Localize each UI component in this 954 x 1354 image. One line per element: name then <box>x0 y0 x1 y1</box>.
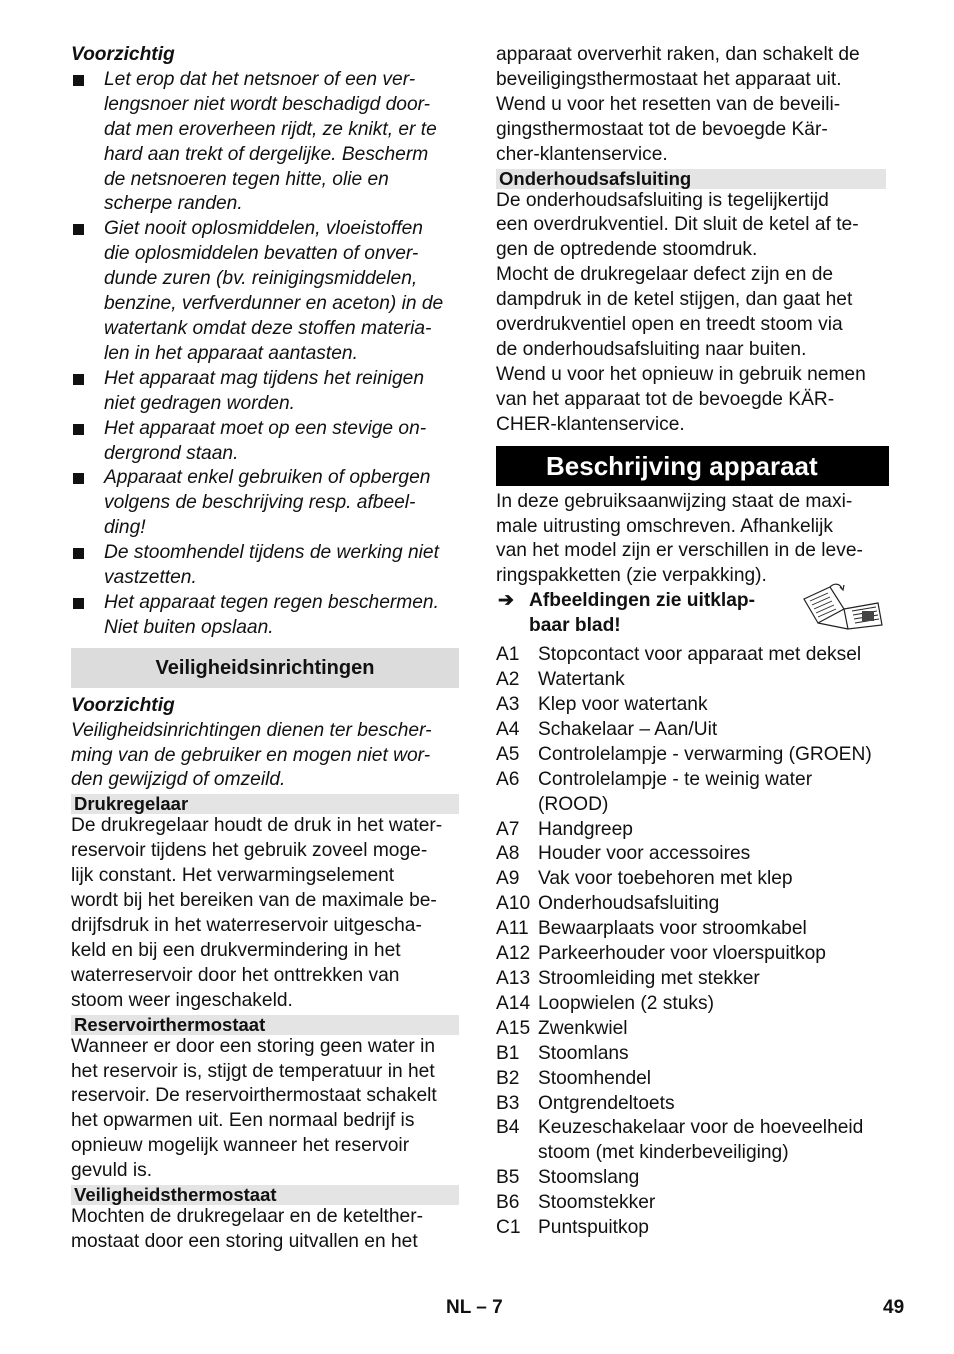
part-code: A4 <box>496 718 520 740</box>
part-item <box>496 718 886 743</box>
foldout-reference <box>496 589 886 641</box>
text-line: Wanneer er door een storing geen water in <box>71 1035 436 1057</box>
text-line: dampdruk in de ketel stijgen, dan gaat het <box>496 289 853 311</box>
text-line: baar blad! <box>529 615 621 637</box>
part-item <box>496 992 886 1017</box>
text-line: den gewijzigd of omzeild. <box>71 769 286 791</box>
text-line: stoom weer ingeschakeld. <box>71 989 293 1011</box>
part-label: Zwenkwiel <box>538 1017 628 1039</box>
part-code: B2 <box>496 1067 520 1089</box>
part-code: A15 <box>496 1017 531 1039</box>
part-code: A7 <box>496 818 520 840</box>
part-label: Onderhoudsafsluiting <box>538 893 720 915</box>
bullet-item <box>71 541 459 591</box>
square-bullet-icon <box>73 75 84 86</box>
text-line: het reservoir is, stijgt de temperatuur in het <box>71 1060 435 1082</box>
subheading-reservoirthermostaat: Reservoirthermostaat <box>71 1015 459 1035</box>
part-code: A13 <box>496 968 531 989</box>
part-item <box>496 1191 886 1216</box>
part-code: A1 <box>496 644 520 666</box>
text-line: De stoomhendel tijdens de werking niet <box>104 542 439 564</box>
part-code: A5 <box>496 743 520 765</box>
text-line: dunde zuren (bv. reinigingsmiddelen, <box>104 268 418 290</box>
part-code: B5 <box>496 1167 520 1189</box>
bullet-item <box>71 68 459 217</box>
text-line: de netsnoeren tegen hitte, olie en <box>104 168 389 190</box>
text-line: van het apparaat tot de bevoegde KÄR- <box>496 388 835 410</box>
part-label: Keuzeschakelaar voor de hoeveelheid stoom (met kinderbeveiliging) <box>538 1117 864 1164</box>
text-line: mostaat door een storing uitvallen en het <box>71 1230 418 1252</box>
text-line: CHER-klantenservice. <box>496 413 685 435</box>
part-label: Stoomslang <box>538 1167 640 1189</box>
text-line: Het apparaat mag tijdens het reinigen <box>104 367 424 389</box>
part-label: Watertank <box>538 669 625 691</box>
right-column <box>496 43 886 1241</box>
part-label: Handgreep <box>538 818 633 840</box>
part-code: A12 <box>496 943 531 965</box>
subheading-drukregelaar: Drukregelaar <box>71 794 459 814</box>
intro-text <box>496 490 886 590</box>
text-line: Let erop dat het netsnoer of een ver- <box>104 68 416 90</box>
text-line: Giet nooit oplosmiddelen, vloeistoffen <box>104 218 423 240</box>
part-label: Ontgrendeltoets <box>538 1092 675 1114</box>
text-line: reservoir. De reservoirthermostaat schakelt <box>71 1085 437 1107</box>
caution-title: Voorzichtig <box>71 694 175 716</box>
left-column <box>71 43 459 1255</box>
text-line: scherpe randen. <box>104 193 243 215</box>
part-label: Stoomlans <box>538 1042 629 1064</box>
text-line: die oplosmiddelen bevatten of onver- <box>104 243 419 265</box>
part-item <box>496 1092 886 1117</box>
part-item <box>496 942 886 967</box>
bullet-item <box>71 591 459 641</box>
text-line: cher-klantenservice. <box>496 143 668 165</box>
continued-text <box>496 43 886 168</box>
text-line: Wend u voor het resetten van de beveili- <box>496 93 841 115</box>
part-label: Stopcontact voor apparaat met deksel <box>538 644 862 666</box>
drukregelaar-text <box>71 814 459 1013</box>
text-line: beveiligingsthermostaat het apparaat uit. <box>496 68 842 90</box>
text-line: ming van de gebruiker en mogen niet wor- <box>71 744 431 766</box>
square-bullet-icon <box>73 374 84 385</box>
text-line: De onderhoudsafsluiting is tegelijkertijd <box>496 189 829 211</box>
text-line: keld en bij een drukvermindering in het <box>71 939 401 961</box>
square-bullet-icon <box>73 473 84 484</box>
text-line: dat men eroverheen rijdt, ze knikt, er te <box>104 118 437 140</box>
text-line: Veiligheidsinrichtingen dienen ter bescher- <box>71 719 432 741</box>
caution-bullet-list <box>71 68 459 641</box>
text-line: het opwarmen uit. Een normaal bedrijf is <box>71 1110 415 1132</box>
part-code: B6 <box>496 1192 520 1214</box>
part-item <box>496 917 886 942</box>
part-label: Stoomstekker <box>538 1192 656 1214</box>
text-line: ding! <box>104 517 146 539</box>
text-line: Mochten de drukregelaar en de ketelther- <box>71 1206 423 1228</box>
part-label: Controlelampje - te weinig water (ROOD) <box>538 768 813 815</box>
reservoirthermostaat-text <box>71 1035 459 1184</box>
part-code: B1 <box>496 1042 520 1064</box>
text-line: Het apparaat moet op een stevige on- <box>104 417 427 439</box>
part-label: Houder voor accessoires <box>538 843 751 865</box>
text-line: watertank omdat deze stoffen materia- <box>104 317 432 339</box>
square-bullet-icon <box>73 598 84 609</box>
part-item <box>496 768 886 818</box>
text-line: dergrond staan. <box>104 442 239 464</box>
veiligheidsthermostaat-text <box>71 1205 459 1255</box>
part-code: A6 <box>496 768 520 790</box>
part-label: Bewaarplaats voor stroomkabel <box>538 918 807 940</box>
part-item <box>496 668 886 693</box>
text-line: opnieuw mogelijk wanneer het reservoir <box>71 1135 410 1157</box>
part-label: Loopwielen (2 stuks) <box>538 992 714 1014</box>
part-item <box>496 967 886 992</box>
text-line: overdrukventiel open en treedt stoom via <box>496 314 843 336</box>
bullet-item <box>71 466 459 541</box>
text-line: een overdrukventiel. Dit sluit de ketel af te- <box>496 214 859 236</box>
part-code: B3 <box>496 1092 520 1114</box>
text-line: benzine, verfverdunner en aceton) in de <box>104 293 444 315</box>
text-line: Apparaat enkel gebruiken of opbergen <box>104 467 431 489</box>
subheading-veiligheidsthermostaat: Veiligheidsthermostaat <box>71 1185 459 1205</box>
bullet-item <box>71 367 459 417</box>
text-line: Afbeeldingen zie uitklap- <box>529 590 756 612</box>
page-label: NL – 7 <box>446 1297 503 1318</box>
subheading-onderhoudsafsluiting: Onderhoudsafsluiting <box>496 169 886 189</box>
part-item <box>496 1067 886 1092</box>
bullet-item <box>71 417 459 467</box>
part-item <box>496 1042 886 1067</box>
part-code: A11 <box>496 918 529 940</box>
part-item <box>496 867 886 892</box>
text-line: hard aan trekt of dergelijke. Bescherm <box>104 143 429 165</box>
part-label: Controlelampje - verwarming (GROEN) <box>538 743 872 765</box>
part-item <box>496 892 886 917</box>
square-bullet-icon <box>73 548 84 559</box>
part-label: Puntspuitkop <box>538 1217 649 1239</box>
part-label: Parkeerhouder voor vloerspuitkop <box>538 943 826 965</box>
part-item <box>496 1017 886 1042</box>
text-line: niet gedragen worden. <box>104 392 295 414</box>
page-number: 49 <box>883 1297 905 1318</box>
bullet-item <box>71 217 459 366</box>
text-line: van het model zijn er verschillen in de leve- <box>496 540 863 562</box>
part-code: A3 <box>496 694 520 716</box>
part-label: Stroomleiding met stekker <box>538 968 760 989</box>
part-code: A2 <box>496 669 520 691</box>
part-label: Klep voor watertank <box>538 694 708 716</box>
text-line: De drukregelaar houdt de druk in het water- <box>71 815 443 837</box>
text-line: lijk constant. Het verwarmingselement <box>71 865 395 887</box>
text-line: Het apparaat tegen regen beschermen. <box>104 591 439 613</box>
part-code: A10 <box>496 893 531 915</box>
caution-text <box>71 719 459 794</box>
text-line: lengsnoer niet wordt beschadigd door- <box>104 93 431 115</box>
part-item <box>496 693 886 718</box>
text-line: vastzetten. <box>104 567 197 589</box>
part-code: C1 <box>496 1217 521 1239</box>
text-line: Wend u voor het opnieuw in gebruik nemen <box>496 363 866 385</box>
part-item <box>496 818 886 843</box>
foldout-reference-text <box>529 589 774 639</box>
part-code: B4 <box>496 1117 520 1139</box>
text-line: gingsthermostaat tot de bevoegde Kär- <box>496 118 828 140</box>
part-item <box>496 1166 886 1191</box>
text-line: Niet buiten opslaan. <box>104 616 274 638</box>
right-arrow-icon: ➔ <box>498 590 515 612</box>
text-line: male uitrusting omschreven. Afhankelijk <box>496 515 834 537</box>
text-line: len in het apparaat aantasten. <box>104 342 358 364</box>
part-code: A9 <box>496 868 520 890</box>
parts-list <box>496 643 886 1241</box>
part-item <box>496 743 886 768</box>
part-label: Vak voor toebehoren met klep <box>538 868 793 890</box>
text-line: wordt bij het bereiken van de maximale be- <box>71 890 437 912</box>
text-line: gevuld is. <box>71 1160 153 1182</box>
caution-title: Voorzichtig <box>71 44 175 65</box>
square-bullet-icon <box>73 424 84 435</box>
part-item <box>496 1216 886 1241</box>
part-item <box>496 1116 886 1166</box>
part-item <box>496 842 886 867</box>
text-line: In deze gebruiksaanwijzing staat de maxi- <box>496 490 853 512</box>
text-line: drijfsdruk in het waterreservoir uitgescha- <box>71 915 422 936</box>
text-line: Mocht de drukregelaar defect zijn en de <box>496 264 834 286</box>
text-line: de onderhoudsafsluiting naar buiten. <box>496 338 807 360</box>
section-heading-beschrijving: Beschrijving apparaat <box>496 446 889 486</box>
text-line: ringspakketten (zie verpakking). <box>496 565 767 587</box>
text-line: apparaat oververhit raken, dan schakelt de <box>496 44 860 65</box>
part-label: Schakelaar – Aan/Uit <box>538 718 718 740</box>
square-bullet-icon <box>73 224 84 235</box>
text-line: waterreservoir door het onttrekken van <box>71 964 400 986</box>
text-line: gen de optredende stoomdruk. <box>496 239 758 261</box>
section-heading-safety: Veiligheidsinrichtingen <box>71 648 459 688</box>
text-line: reservoir tijdens het gebruik zoveel moge- <box>71 840 428 862</box>
onderhoudsafsluiting-text <box>496 189 886 438</box>
text-line: volgens de beschrijving resp. afbeel- <box>104 492 416 514</box>
part-code: A14 <box>496 992 531 1014</box>
part-code: A8 <box>496 843 520 865</box>
part-label: Stoomhendel <box>538 1067 652 1089</box>
fold-out-booklet-icon <box>800 581 884 631</box>
part-item <box>496 643 886 668</box>
